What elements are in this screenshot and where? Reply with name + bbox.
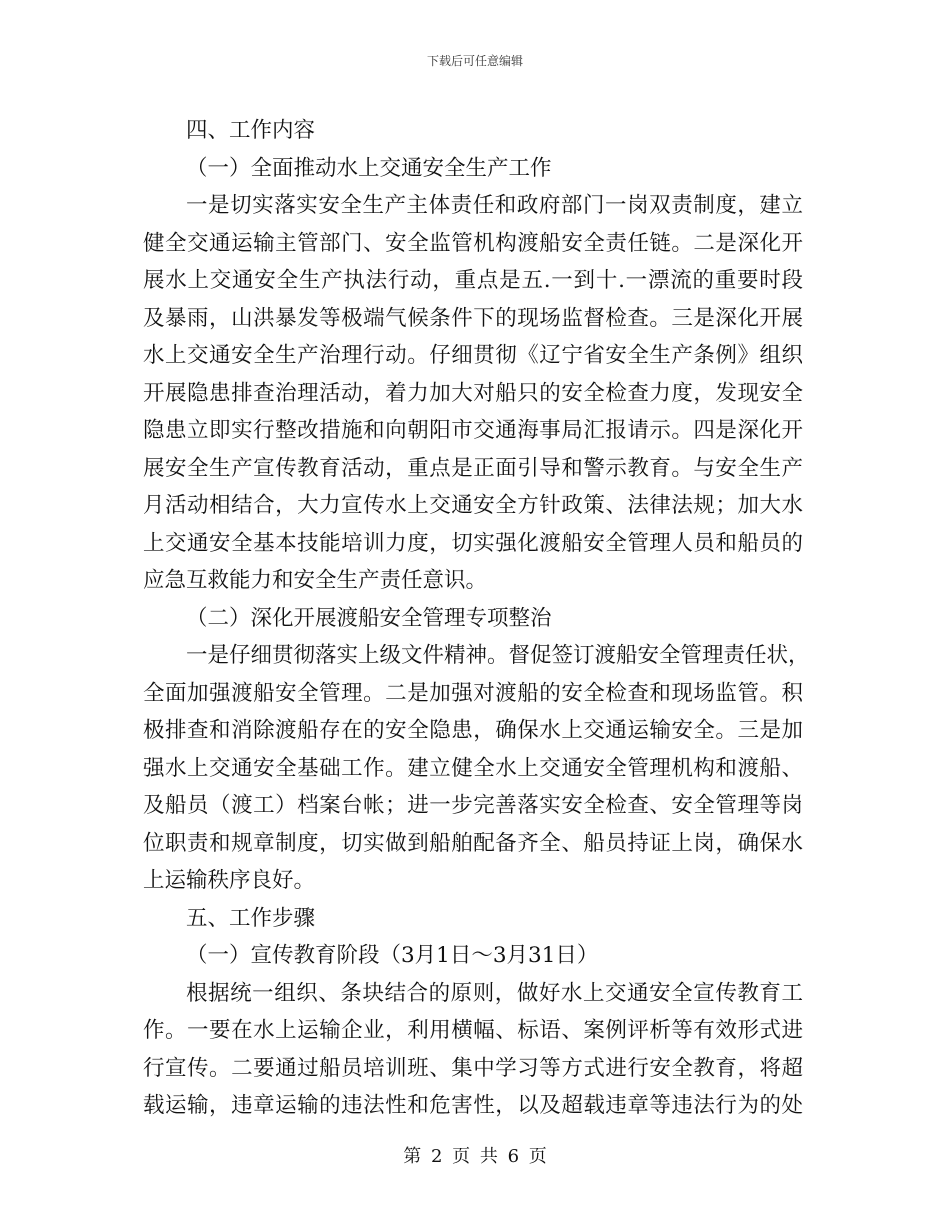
text-line: 隐患立即实行整改措施和向朝阳市交通海事局汇报请示。四是深化开: [143, 418, 803, 443]
text-line: 一是仔细贯彻落实上级文件精神。督促签订渡船安全管理责任状，: [186, 643, 810, 668]
text-line: 根据统一组织、条块结合的原则，做好水上交通安全宣传教育工: [186, 980, 803, 1006]
text-line: （一）全面推动水上交通安全生产工作: [186, 155, 552, 181]
text-line: 展安全生产宣传教育活动，重点是正面引导和警示教育。与安全生产: [143, 455, 803, 481]
text-line: （二）深化开展渡船安全管理专项整治: [186, 605, 552, 631]
text-line: 载运输，违章运输的违法性和危害性，以及超载违章等违法行为的处: [143, 1093, 803, 1118]
text-line: 健全交通运输主管部门、安全监管机构渡船安全责任链。二是深化开: [143, 230, 803, 256]
text-line: 极排查和消除渡船存在的安全隐患，确保水上交通运输安全。三是加: [143, 718, 803, 743]
text-line: 及暴雨，山洪暴发等极端气候条件下的现场监督检查。三是深化开展: [143, 305, 803, 331]
text-line: 行宣传。二要通过船员培训班、集中学习等方式进行安全教育，将超: [143, 1055, 803, 1081]
text-line: 五、工作步骤: [186, 905, 316, 931]
text-line: 月活动相结合，大力宣传水上交通安全方针政策、法律法规；加大水: [143, 493, 803, 518]
text-line: 应急互救能力和安全生产责任意识。: [143, 568, 488, 593]
text-line: 全面加强渡船安全管理。二是加强对渡船的安全检查和现场监管。积: [143, 680, 803, 706]
text-line: 开展隐患排查治理活动，着力加大对船只的安全检查力度，发现安全: [143, 380, 803, 406]
text-line: 强水上交通安全基础工作。建立健全水上交通安全管理机构和渡船、: [143, 755, 803, 781]
text-line: 位职责和规章制度，切实做到船舶配备齐全、船员持证上岗，确保水: [143, 830, 803, 856]
text-line: 展水上交通安全生产执法行动，重点是五.一到十.一漂流的重要时段: [143, 268, 803, 293]
text-line: 一是切实落实安全生产主体责任和政府部门一岗双责制度，建立: [186, 193, 803, 218]
document-body: [143, 112, 810, 1125]
text-line: 四、工作内容: [186, 118, 316, 143]
page-number-footer: 第 2 页 共 6 页: [403, 1146, 547, 1167]
text-line: （一）宣传教育阶段（3月1日～3月31日）: [186, 943, 599, 968]
text-line: 及船员（渡工）档案台帐；进一步完善落实安全检查、安全管理等岗: [143, 793, 803, 818]
text-line: 水上交通安全生产治理行动。仔细贯彻《辽宁省安全生产条例》组织: [143, 343, 803, 368]
text-line: 上运输秩序良好。: [143, 868, 316, 893]
text-line: 上交通安全基本技能培训力度，切实强化渡船安全管理人员和船员的: [143, 530, 803, 556]
header-note: 下载后可任意编辑: [426, 54, 523, 68]
text-line: 作。一要在水上运输企业，利用横幅、标语、案例评析等有效形式进: [143, 1018, 803, 1043]
